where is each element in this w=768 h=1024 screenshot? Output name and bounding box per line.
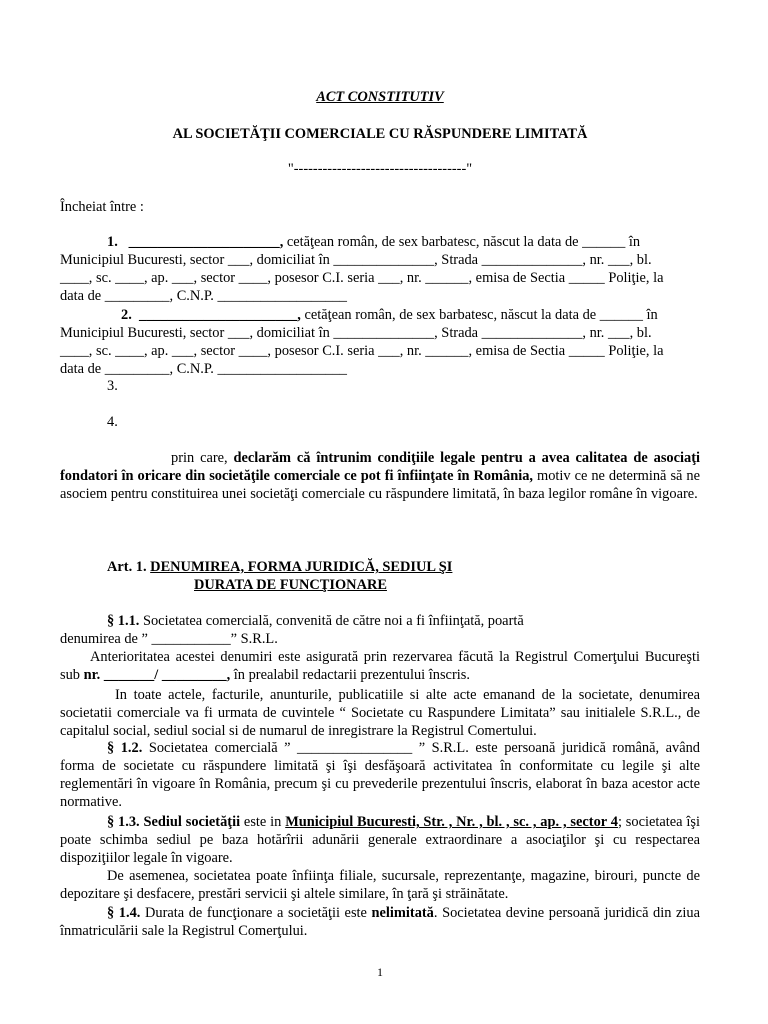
declaration-paragraph	[60, 449, 700, 503]
party-1-text: cetăţean român, de sex barbatesc, născut la data de ______ în	[283, 234, 641, 250]
party-2	[60, 306, 700, 378]
party-1-line-4: data de _________, C.N.P. __________________	[60, 288, 348, 304]
section-1-3-number: § 1.3. Sediul societăţii	[107, 814, 241, 830]
intro-text: Încheiat între :	[60, 199, 144, 215]
party-2-name-blank: ______________________,	[139, 307, 301, 323]
section-1-3-text-b: ; societatea îşi poate schimba sediul pe baza hotărîrii adunării generale extraordinare a asociaţilor şi cu respectarea dispoziţiilor legale în vigoare.	[60, 814, 700, 866]
document-subtitle: AL SOCIETĂŢII COMERCIALE CU RĂSPUNDERE LIMITATĂ	[172, 126, 588, 142]
document-title: ACT CONSTITUTIV	[316, 89, 444, 105]
document-page	[60, 0, 700, 1024]
section-1-4-duration: nelimitată	[371, 905, 434, 921]
section-1-3	[60, 813, 700, 867]
section-1-2	[60, 739, 700, 811]
section-1-1-line-4: In toate actele, facturile, anunturile, publicatiile si alte acte emanand de la societate, denumirea societatii comerciale va fi urmata de cuvintele “ Societate cu Raspundere Limitata” sau initialele S.R.L., de capitalul social, sediul social si de numarul de inregistrare la Registrul Comertului.	[60, 687, 700, 739]
article-1-heading-line-2: DURATA DE FUNCŢIONARE	[194, 577, 387, 593]
party-2-line-2: Municipiul Bucuresti, sector ___, domiciliat în ______________, Strada ______________, nr. ___, bl.	[60, 325, 652, 341]
section-1-1-line-3: Anterioritatea acestei denumiri este asigurată prin rezervarea făcută la Registrul Comerţului Bucureşti sub	[60, 649, 700, 683]
section-1-1	[60, 612, 700, 684]
article-1-label: Art. 1.	[107, 559, 151, 575]
section-1-4-number: § 1.4.	[107, 905, 141, 921]
party-1	[60, 233, 700, 305]
party-2-line-4: data de _________, C.N.P. __________________	[60, 361, 348, 377]
section-1-4-text-a: Durata de funcţionare a societăţii este	[140, 905, 372, 921]
section-1-2-number: § 1.2.	[107, 740, 143, 756]
section-1-2-text: Societatea comercială ” ________________ ” S.R.L. este persoană juridică română, având forma de societate cu răspundere limitată şi îşi desfăşoară activitatea în conformitate cu legile şi alte reglementări în vigoare în România, precum şi cu prevederile prezentului înscris, elaborat în baza acestor acte normative.	[60, 740, 700, 810]
section-1-1-line-2: denumirea de ” ___________” S.R.L.	[60, 631, 278, 647]
section-1-1-line-3-end: în prealabil redactarii prezentului înscris.	[230, 667, 470, 683]
section-1-3-address: Municipiul Bucuresti, Str. , Nr. , bl. , sc. , ap. , sector 4	[285, 814, 618, 830]
section-1-4-text-b: . Societatea devine persoană juridică din ziua înmatriculării sale la Registrul Comerţului.	[60, 905, 700, 939]
declaration-bold: declarăm că întrunim condiţiile legale pentru a avea calitatea de asociaţi fondatori în oricare din societăţile comerciale ce pot fi înfiinţate în România,	[60, 450, 700, 484]
declaration-lead: prin care,	[171, 450, 234, 466]
party-1-line-3: ____, sc. ____, ap. ___, sector ____, posesor C.I. seria ___, nr. ______, emisa de Sectia _____ Poliţie, la	[60, 270, 664, 286]
party-2-line-3: ____, sc. ____, ap. ___, sector ____, posesor C.I. seria ___, nr. ______, emisa de Sectia _____ Poliţie, la	[60, 343, 664, 359]
section-1-4	[60, 904, 700, 940]
declaration-rest: motiv ce ne determină să ne asociem pentru constituirea unei societăţi comerciale cu răspundere limitată, în baza legilor române în vigoare.	[60, 468, 700, 502]
section-1-3-para-2: De asemenea, societatea poate înfiinţa filiale, sucursale, reprezentanţe, magazine, birouri, puncte de depozitare şi desfacere, prestări servicii şi altele similare, în ţară şi străinătate.	[60, 868, 700, 902]
page-number: 1	[377, 965, 383, 979]
section-1-1-naming-rule	[60, 686, 700, 740]
article-1-heading-line-1: DENUMIREA, FORMA JURIDICĂ, SEDIUL ŞI	[150, 559, 453, 575]
article-1-heading	[107, 558, 452, 576]
party-4-number: 4.	[107, 414, 118, 430]
party-2-number: 2.	[121, 307, 132, 323]
party-3-number: 3.	[107, 378, 118, 394]
party-1-number: 1.	[107, 234, 118, 250]
section-1-3-text-a: este in	[240, 814, 286, 830]
party-2-text: cetăţean român, de sex barbatesc, născut la data de ______ în	[300, 307, 658, 323]
section-1-1-registry-number: nr. _______/ _________,	[83, 667, 231, 683]
party-1-line-2: Municipiul Bucuresti, sector ___, domiciliat în ______________, Strada ______________, nr. ___, bl.	[60, 252, 652, 268]
section-1-3-branches	[60, 867, 700, 903]
section-1-1-number: § 1.1.	[107, 613, 140, 629]
party-1-name-blank: _____________________,	[128, 234, 284, 250]
company-name-blank: "------------------------------------"	[287, 161, 473, 177]
section-1-1-line-1: Societatea comercială, convenită de către noi a fi înfiinţată, poartă	[139, 613, 524, 629]
